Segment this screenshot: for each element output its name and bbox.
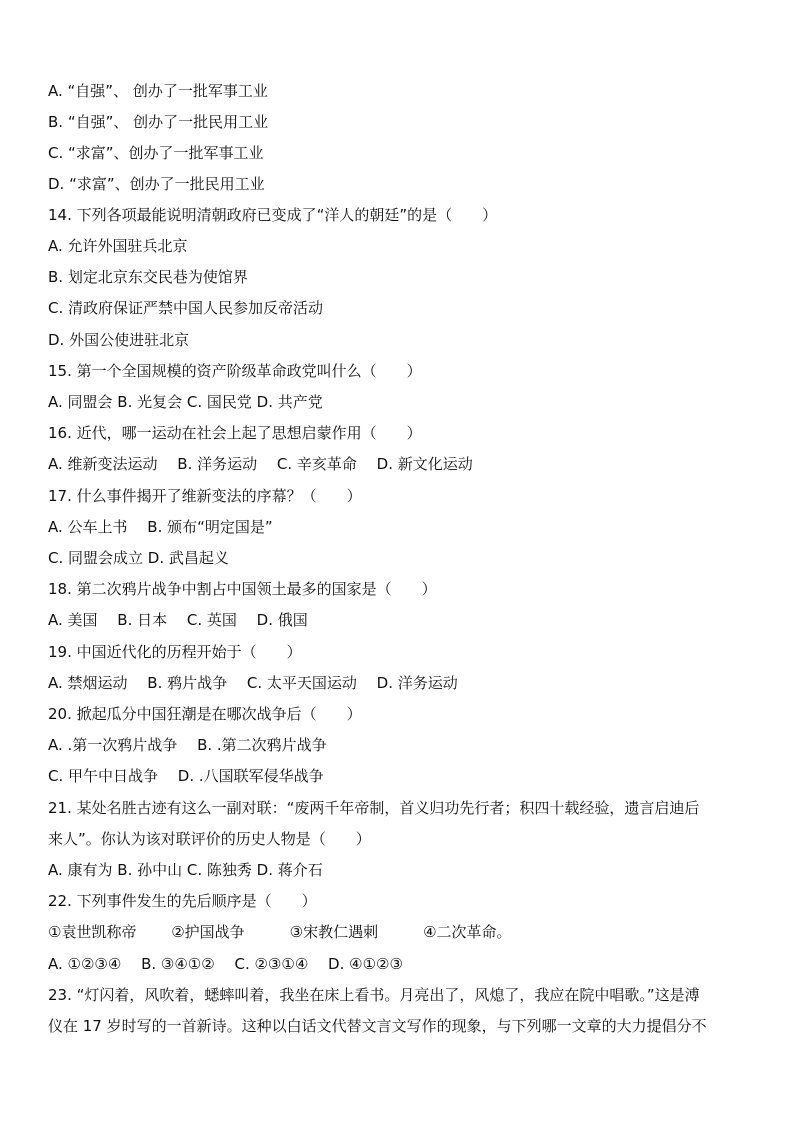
- question-17: 17. 什么事件揭开了维新变法的序幕？（ ）: [48, 487, 362, 505]
- events-22: ①袁世凯称帝 ②护国战争 ③宋教仁遇刺 ④二次革命。: [48, 923, 512, 941]
- options-20-ab: A. .第一次鸦片战争 B. .第二次鸦片战争: [48, 736, 327, 754]
- options-17-ab: A. 公车上书 B. 颁布“明定国是”: [48, 518, 273, 536]
- options-22: A. ①②③④ B. ③④①② C. ②③①④ D. ④①②③: [48, 955, 403, 973]
- options-15: A. 同盟会 B. 光复会 C. 国民党 D. 共产党: [48, 393, 323, 411]
- options-16: A. 维新变法运动 B. 洋务运动 C. 辛亥革命 D. 新文化运动: [48, 455, 473, 473]
- options-18: A. 美国 B. 日本 C. 英国 D. 俄国: [48, 611, 308, 629]
- question-23-line2: 仪在 17 岁时写的一首新诗。这种以白话文代替文言文写作的现象，与下列哪一文章的大力提倡分不: [48, 1017, 707, 1035]
- options-19: A. 禁烟运动 B. 鸦片战争 C. 太平天国运动 D. 洋务运动: [48, 674, 458, 692]
- question-23-line1: 23. “灯闪着，风吹着，蟋蟀叫着，我坐在床上看书。月亮出了，风熄了，我应在院中唱歌。”这是溥: [48, 986, 700, 1004]
- question-14: 14. 下列各项最能说明清朝政府已变成了“洋人的朝廷”的是（ ）: [48, 206, 498, 224]
- question-22: 22. 下列事件发生的先后顺序是（ ）: [48, 892, 317, 910]
- question-21-line2: 来人”。你认为该对联评价的历史人物是（ ）: [48, 830, 371, 848]
- option-c-13: C. “求富”、创办了一批军事工业: [48, 144, 264, 162]
- option-d-14: D. 外国公使进驻北京: [48, 331, 190, 349]
- question-21-line1: 21. 某处名胜古迹有这么一副对联：“废两千年帝制，首义归功先行者；积四十载经验，遗言启迪后: [48, 799, 700, 817]
- option-d-13: D. “求富”、创办了一批民用工业: [48, 175, 265, 193]
- option-a-13: A. “自强”、 创办了一批军事工业: [48, 82, 268, 100]
- question-15: 15. 第一个全国规模的资产阶级革命政党叫什么（ ）: [48, 362, 422, 380]
- option-c-14: C. 清政府保证严禁中国人民参加反帝活动: [48, 299, 324, 317]
- option-a-14: A. 允许外国驻兵北京: [48, 237, 188, 255]
- question-19: 19. 中国近代化的历程开始于（ ）: [48, 643, 302, 661]
- option-b-13: B. “自强”、 创办了一批民用工业: [48, 113, 269, 131]
- question-16: 16. 近代，哪一运动在社会上起了思想启蒙作用（ ）: [48, 424, 422, 442]
- options-21: A. 康有为 B. 孙中山 C. 陈独秀 D. 蒋介石: [48, 861, 323, 879]
- question-20: 20. 掀起瓜分中国狂潮是在哪次战争后（ ）: [48, 705, 362, 723]
- options-20-cd: C. 甲午中日战争 D. .八国联军侵华战争: [48, 767, 324, 785]
- option-b-14: B. 划定北京东交民巷为使馆界: [48, 268, 248, 286]
- options-17-cd: C. 同盟会成立 D. 武昌起义: [48, 549, 229, 567]
- question-18: 18. 第二次鸦片战争中割占中国领土最多的国家是（ ）: [48, 580, 437, 598]
